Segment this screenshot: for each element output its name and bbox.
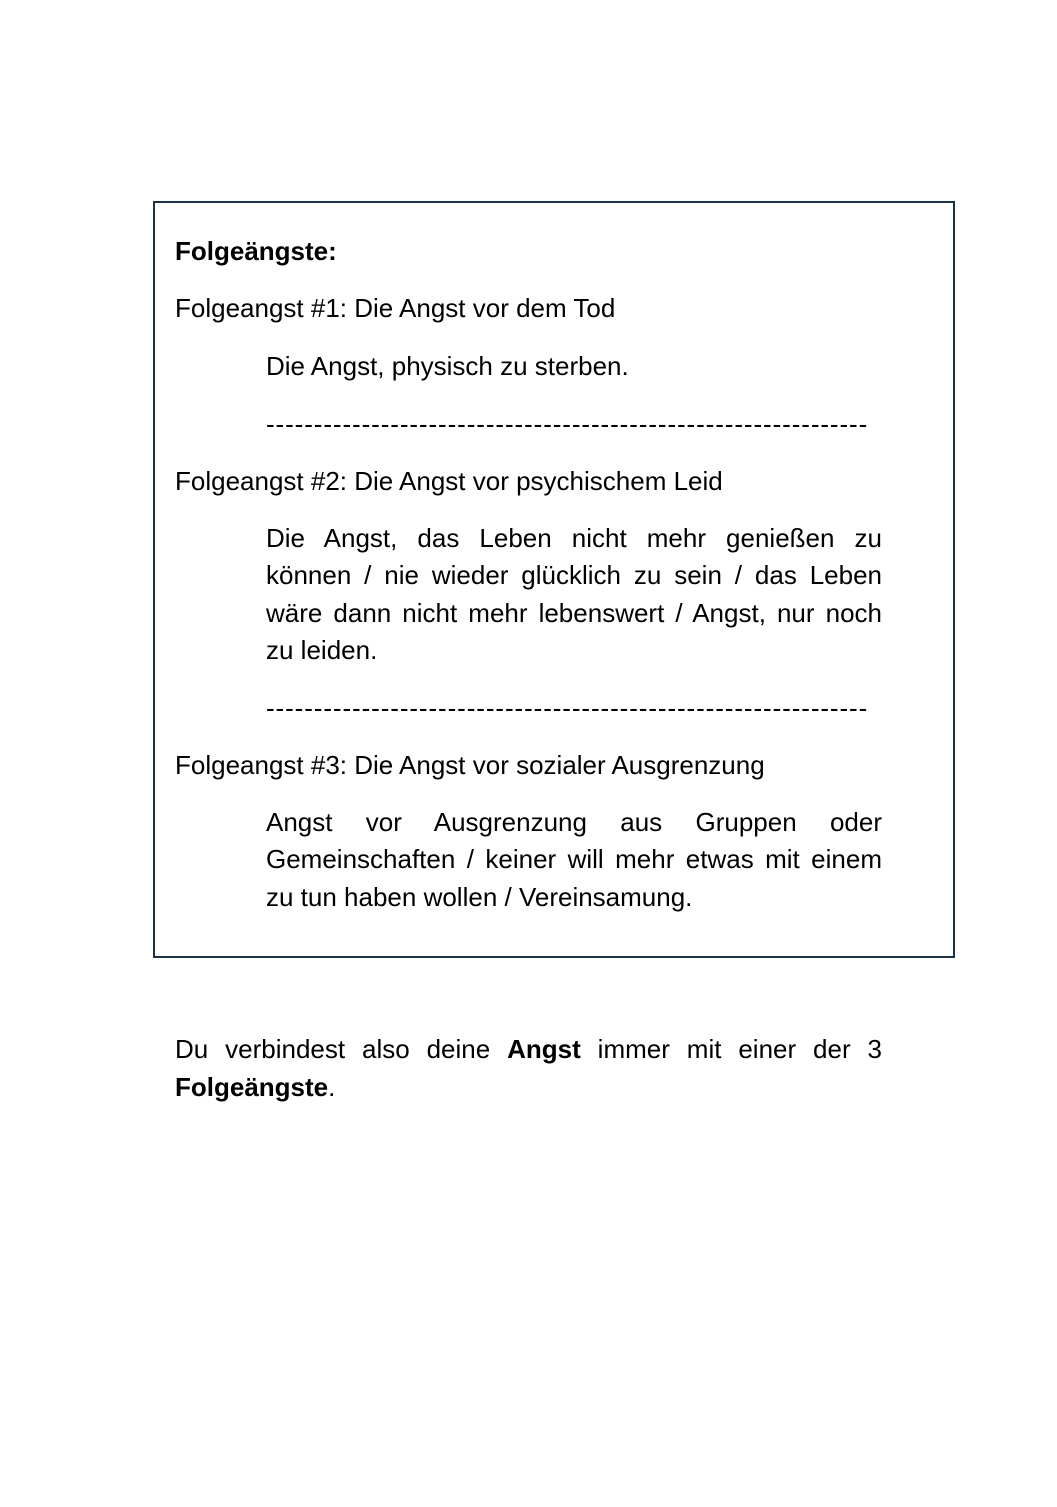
- section-2-heading: Folgeangst #2: Die Angst vor psychischem Leid: [175, 466, 723, 496]
- summary-text-2: immer mit einer der 3: [580, 1034, 882, 1064]
- summary-bold-angst: Angst: [507, 1034, 581, 1064]
- section-2-description: Die Angst, das Leben nicht mehr genießen zu können / nie wieder glücklich zu sein / das Leben wäre dann nicht mehr lebenswert / Angst, nur noch zu leiden.: [266, 523, 882, 665]
- separator-1: ---------------------------------------------------------------: [266, 409, 869, 439]
- section-1-heading: Folgeangst #1: Die Angst vor dem Tod: [175, 293, 616, 323]
- section-3-heading: Folgeangst #3: Die Angst vor sozialer Ausgrenzung: [175, 750, 765, 780]
- section-1-description: Die Angst, physisch zu sterben.: [266, 351, 629, 381]
- box-title: Folgeängste:: [175, 236, 337, 266]
- summary-text-3: .: [328, 1071, 336, 1102]
- separator-2: ---------------------------------------------------------------: [266, 693, 869, 723]
- summary-bold-folgeaengste: Folgeängste: [175, 1071, 329, 1102]
- summary-paragraph: [175, 1031, 882, 1106]
- summary-text-1: Du verbindest also deine: [175, 1034, 508, 1064]
- section-3-description: Angst vor Ausgrenzung aus Gruppen oder Gemeinschaften / keiner will mehr etwas mit einem zu tun haben wollen / Vereinsamung.: [266, 807, 882, 912]
